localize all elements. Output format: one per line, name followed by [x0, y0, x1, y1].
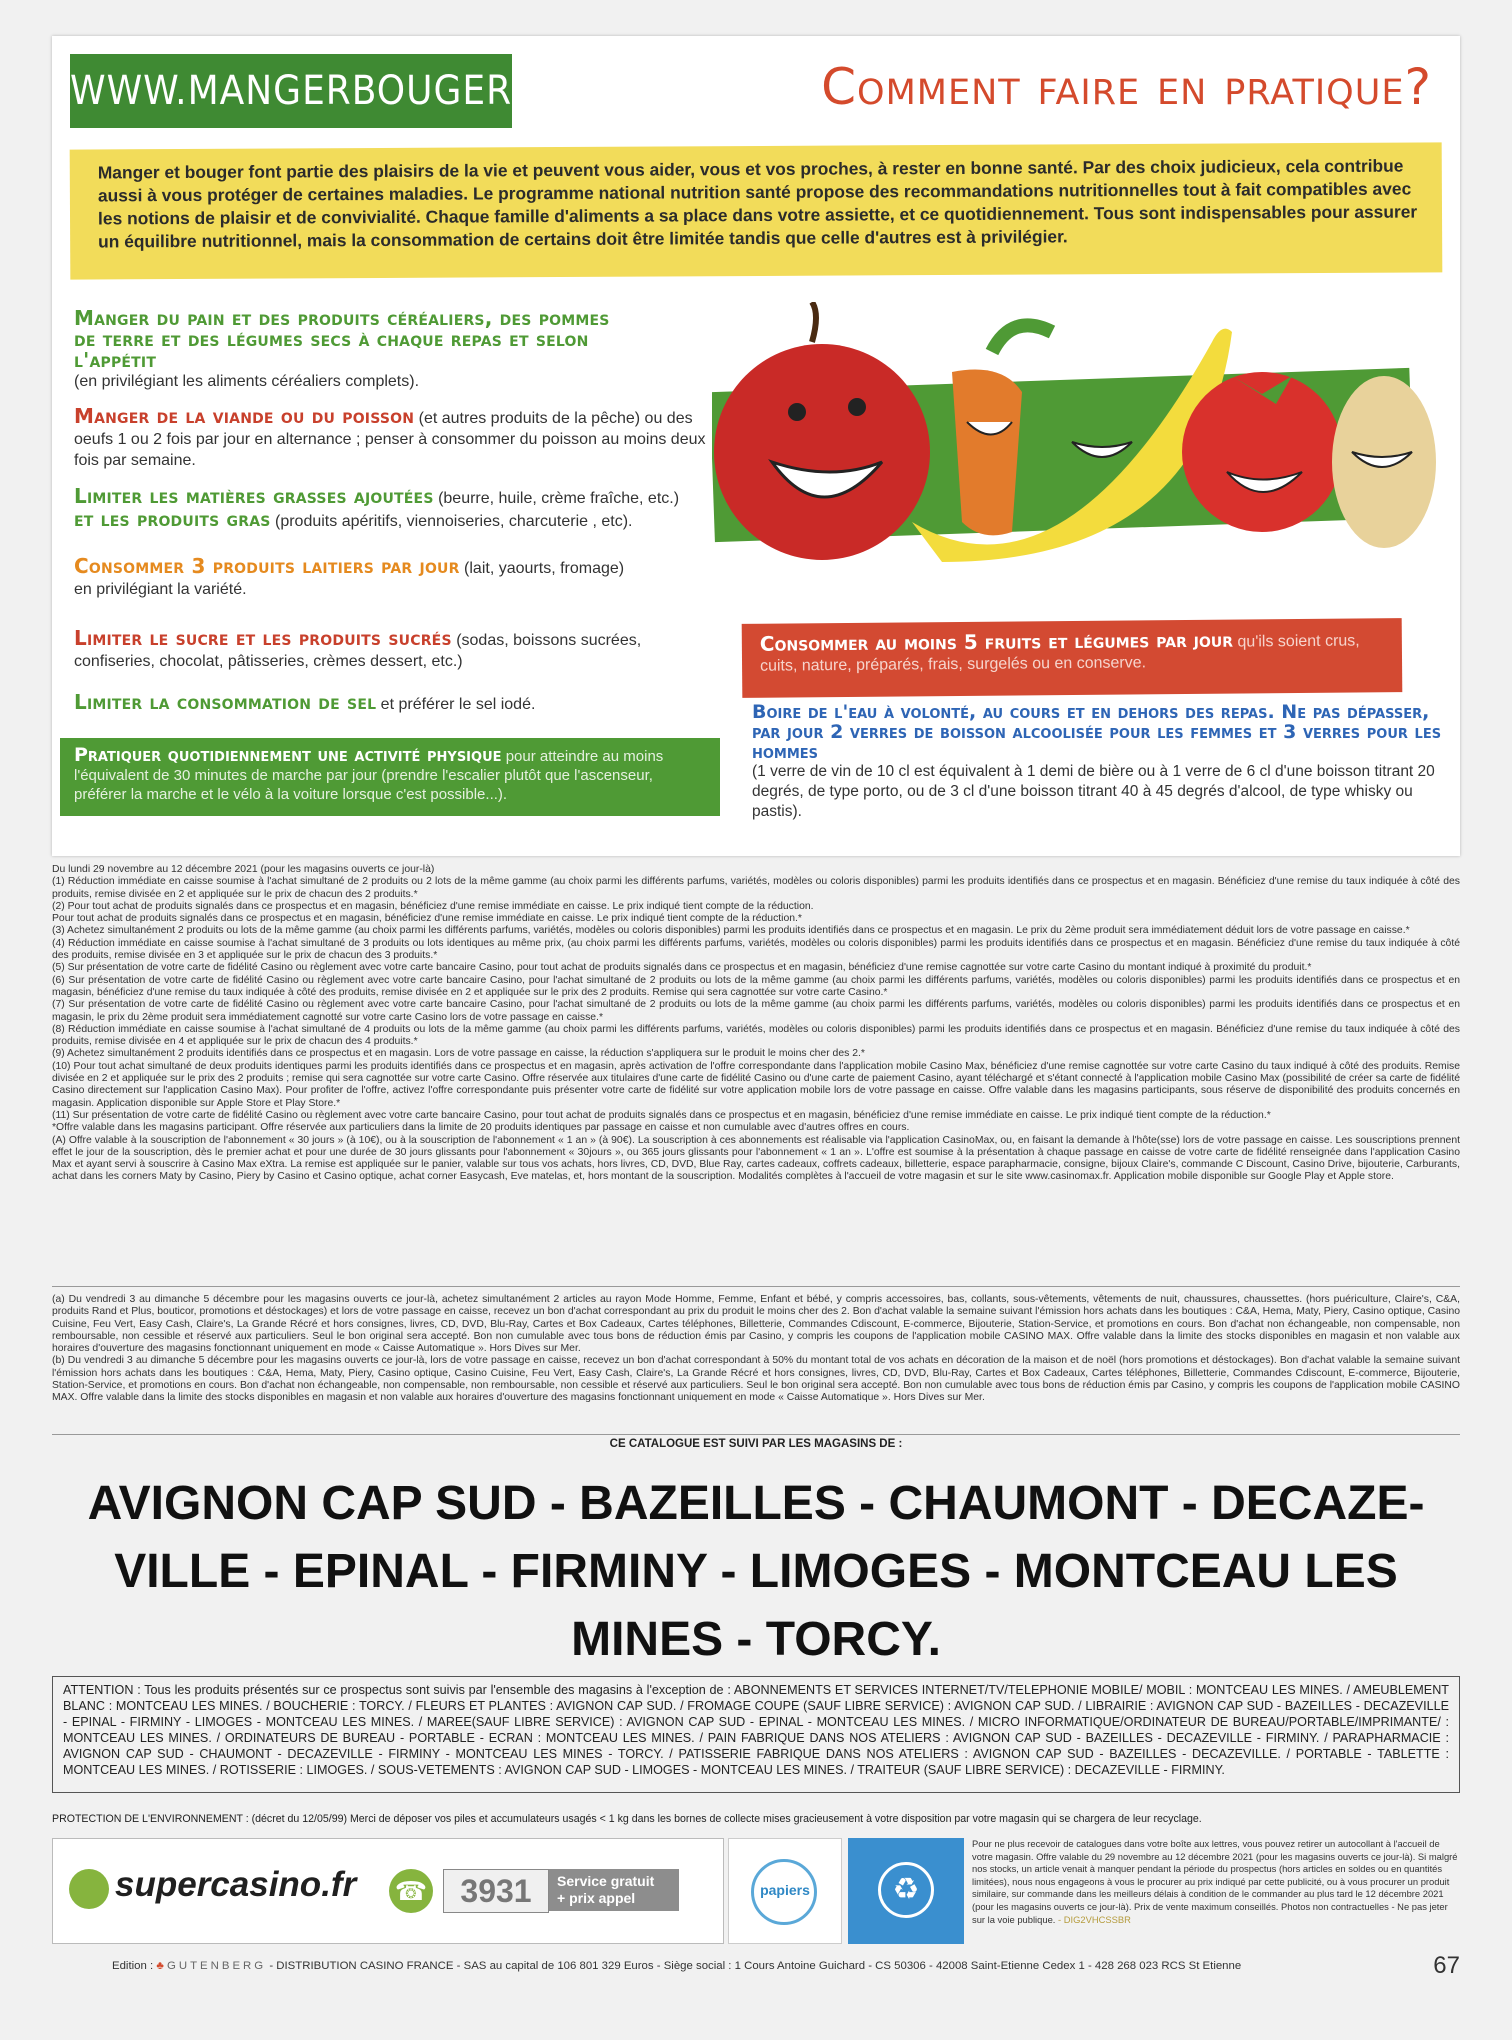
legal-line: (1) Réduction immédiate en caisse soumise à l'achat simultané de 2 produits ou 2 lots de la même gamme (au choix parmi les différents parfums, variétés, modèles ou coloris disponibles) parmi les produits identifiés dans ce prospectus et en magasin. Bénéficiez d'une remise du taux indiquée à côté des produits, remise divisée en 2 et appliquée sur le prix de chacun des 2 produits.*	[52, 876, 1460, 900]
rec-meat	[74, 406, 714, 471]
footer	[112, 1960, 1241, 1972]
rec-body: et préférer le sel iodé.	[380, 696, 536, 713]
tomato	[1182, 372, 1342, 532]
legal-line: (7) Sur présentation de votre carte de fidélité Casino ou règlement avec votre carte bancaire Casino, pour l'achat simultané de 2 produits ou lots de la même gamme (au choix parmi les différents parfums, variétés, modèles ou coloris disponibles) parmi les produits identifiés dans ce prospectus et en magasin, le prix du 2ème produit sera immédiatement cagnotté sur votre carte Casino lors de votre passage en caisse.*	[52, 999, 1460, 1023]
divider	[52, 1286, 1460, 1287]
legal-line: (2) Pour tout achat de produits signalés dans ce prospectus et en magasin, bénéficiez d'une remise immédiate en caisse. Le prix indiqué tient compte de la réduction.	[52, 900, 814, 912]
legal-line: (6) Sur présentation de votre carte de fidélité Casino ou règlement avec votre carte bancaire Casino, pour l'achat simultané de 2 produits ou lots de la même gamme (au choix parmi les différents parfums, variétés, modèles ou coloris disponibles) parmi les produits identifiés dans ce prospectus et en magasin, bénéficiez d'une remise du taux indiquée à côté des produits, remise divisée en 2 et appliquée sur le prix des 2 produits. Remise qui sera cagnottée sur votre carte Casino.*	[52, 974, 1460, 998]
fruits-banner	[742, 618, 1403, 698]
divider	[52, 1434, 1460, 1435]
rec-fats	[74, 486, 714, 532]
nutrition-panel	[52, 36, 1460, 856]
legal-line: (11) Sur présentation de votre carte de fidélité Casino ou règlement avec votre carte bancaire Casino, pour tout achat de produits signalés dans ce prospectus et en magasin, bénéficiez d'une remise immédiate en caisse. Le prix indiqué tient compte de la réduction.*	[52, 1109, 1271, 1121]
legal-notes-offers	[52, 864, 1460, 1184]
phone-service-tag	[549, 1869, 679, 1911]
carrot	[952, 370, 1022, 536]
rec-dairy	[74, 556, 634, 600]
legal-line: (a) Du vendredi 3 au dimanche 5 décembre pour les magasins ouverts ce jour-là, achetez simultanément 2 articles au rayon Mode Homme, Femme, Enfant et bébé, y compris accessoires, bas, collants, sous-vêtements, vêtements de nuit, chaussures, chaussettes. (hors puériculture, Claire's, C&A, produits Rand et Plus, bouticor, promotions et déstockages) et lors de votre passage en caisse, recevez un bon d'achat correspondant au prix du produit le moins cher des 2. Bon d'achat valable la semaine suivant l'émission hors achats dans les boutiques : C&A, Hema, Maty, Piery, Casino optique, Casino Cuisine, Feu Vert, Easy Cash, Claire's, La Grande Récré et hors consignes, livres, CD, DVD, Blu-Ray, Cartes et Box Cadeaux, Cartes téléphones, Billetterie, Commandes Cdiscount, E-commerce, Bijouterie, Station-Service, et promotions en cours. Bon d'achat non échangeable, non compensable, non remboursable, non cessible et réservé aux particuliers. Seul le bon original sera accepté. Bon non cumulable avec tous bons de réduction émis par Casino, y compris les coupons de l'application mobile CASINO MAX. Offre valable dans la limite des stocks disponibles en magasin et non valable aux horaires d'ouverture des magasins fonctionnant uniquement en mode « Caisse Automatique ». Hors Dives sur Mer.	[52, 1294, 1460, 1355]
rec-bread	[74, 308, 614, 392]
legal-line: Du lundi 29 novembre au 12 décembre 2021 (pour les magasins ouverts ce jour-là)	[52, 864, 435, 875]
catalogue-note	[972, 1838, 1460, 1926]
rec-body: (lait, yaourts, fromage) en privilégiant la variété.	[74, 560, 625, 598]
legal-line: (10) Pour tout achat simultané de deux produits identiques parmi les produits identifiés dans ce prospectus et en magasin, après activation de l'offre correspondante dans l'application mobile Casino Max, bénéficiez d'une remise cagnottée sur votre carte Casino du taux indiqué à côté des produits. Remise divisée en 2 et appliquée sur le prix des 2 produits ; remise qui sera cagnottée sur votre carte Casino. Offre réservée aux titulaires d'une carte de fidélité Casino ou d'une carte de paiement Casino, ayant téléchargé et s'étant connecté à l'application mobile Casino Max (possibilité de créer sa carte de fidélité Casino directement sur l'application Casino Max). Pour profiter de l'offre, activez l'offre correspondante puis présenter votre carte de fidélité sur votre application mobile lors de votre passage en caisse. Offre valable dans les magasins participants, sous réserve de disponibilité des produits concernés en magasin. Application disponible sur Apple Store et Play Store.*	[52, 1060, 1460, 1109]
page-number: 67	[1433, 1952, 1460, 1979]
apple	[714, 344, 930, 560]
legal-line: *Offre valable dans les magasins participant. Offre réservée aux particuliers dans la limite de 20 produits identiques par passage en caisse et non cumulable avec d'autres offres en cours.	[52, 1122, 910, 1134]
legal-line: (9) Achetez simultanément 2 produits identifiés dans ce prospectus et en magasin. Lors de votre passage en caisse, la réduction s'appliquera sur le produit le moins cher des 2.*	[52, 1048, 865, 1060]
rec-body: (beurre, huile, crème fraîche, etc.)	[438, 490, 680, 507]
environment-notice: PROTECTION DE L'ENVIRONNEMENT : (décret du 12/05/99) Merci de déposer vos piles et accumulateurs usagés < 1 kg dans les bornes de collecte mises gracieusement à votre disposition par votre magasin qui se chargera de leur recyclage.	[52, 1813, 1202, 1825]
footer-edition: Edition :	[112, 1960, 154, 1972]
website-link[interactable]: supercasino.fr	[115, 1865, 357, 1904]
phone-number[interactable]: 3931	[443, 1869, 549, 1913]
water-advice	[752, 702, 1442, 822]
rec-body-2: (produits apéritifs, viennoiseries, charcuterie , etc).	[275, 513, 633, 530]
rec-sugar	[74, 628, 684, 672]
fruits-heading: Consommer au moins 5 fruits et légumes par jour	[759, 627, 1234, 656]
water-heading: Boire de l'eau à volonté, au cours et en dehors des repas. Ne pas dépasser, par jour 2 verres de boisson alcoolisée pour les femmes et 3 verres pour les hommes	[752, 701, 1442, 763]
papiers-label: papiers	[760, 1882, 810, 1898]
store-list: AVIGNON CAP SUD - BAZEILLES - CHAUMONT - DECAZE-VILLE - EPINAL - FIRMINY - LIMOGES - MONTCEAU LES MINES - TORCY.	[87, 1477, 1425, 1666]
contact-box	[52, 1838, 724, 1944]
activity-heading: Pratiquer quotidiennement une activité physique	[74, 744, 502, 766]
phone-tag-line: + prix appel	[557, 1890, 636, 1906]
intro-text: Manger et bouger font partie des plaisirs de la vie et peuvent vous aider, vous et vos proches, à rester en bonne santé. Par des choix judicieux, cela contribue aussi à vous protéger de certaines maladies. Le programme national nutrition santé propose des recommandations nutritionnelles tout à fait compatibles avec les notions de plaisir et de convivialité. Chaque famille d'aliments a sa place dans votre assiette, et ce quotidiennement. Tous sont indispensables pour assurer un équilibre nutritionnel, mais la consommation de certains doit être limitée tandis que celle d'autres est à privilégier.	[70, 142, 1443, 279]
rec-heading-2: et les produits gras	[74, 507, 271, 531]
rec-body: (sodas, boissons sucrées, confiseries, chocolat, pâtisseries, crèmes dessert, etc.)	[74, 632, 642, 670]
legal-line: (3) Achetez simultanément 2 produits ou lots de la même gamme (au choix parmi les différents parfums, variétés, modèles ou coloris disponibles) parmi les produits identifiés dans ce prospectus et en magasin. Le prix du 2ème produit sera immédiatement déduit lors de votre passage en caisse.*	[52, 925, 1410, 937]
legal-line: (8) Réduction immédiate en caisse soumise à l'achat simultané de 4 produits ou lots de la même gamme (au choix parmi les différents parfums, variétés, modèles ou coloris disponibles) parmi les produits identifiés dans ce prospectus et en magasin. Bénéficiez d'une remise du taux indiquée à côté des produits, remise divisée en 4 et appliquée sur le prix de chacun des 4 produits.*	[52, 1023, 1460, 1048]
rec-heading: Limiter le sucre et les produits sucrés	[74, 626, 452, 650]
url-banner[interactable]: WWW.MANGERBOUGER.FR	[70, 54, 512, 128]
recycle-icon: ♻	[878, 1862, 934, 1918]
recycle-logo	[848, 1838, 964, 1944]
rec-body: (et autres produits de la pêche) ou des oeufs 1 ou 2 fois par jour en alternance ; penser à consommer du poisson au moins deux fois par semaine.	[74, 410, 706, 469]
howto-title: Comment faire en pratique?	[821, 58, 1432, 116]
rec-heading: Manger du pain et des produits céréaliers, des pommes de terre et des légumes secs à chaque repas et selon l'appétit	[74, 306, 610, 372]
note-text: Pour ne plus recevoir de catalogues dans votre boîte aux lettres, vous pouvez retirer un autocollant à l'accueil de votre magasin. Offre valable du 29 novembre au 12 décembre 2021 (pour les magasins ouverts ce jour-là). Si malgré nos stocks, un article venait à manquer pendant la période du prospectus (hors articles en soldes ou en quantités limitées), nous nous engageons à vous le procurer au prix indiqué par cette publicité, ou à vous procurer un produit similaire, sur commande dans les meilleurs délais à condition de le commander au plus tard le 12 décembre 2021 (pour les magasins ouverts ce jour-là). Prix de vente maximum conseillés. Photos non contractuelles - Ne pas jeter sur la voie publique.	[972, 1838, 1458, 1925]
phone-tag-line: Service gratuit	[557, 1873, 655, 1889]
legal-line: (4) Réduction immédiate en caisse soumise à l'achat simultané de 3 produits ou lots identiques au même prix, (au choix parmi les différents parfums, variétés, modèles ou coloris disponibles) parmi les produits identifiés dans ce prospectus et en magasin. Bénéficiez d'une remise du taux indiquée à côté des produits, remise divisée en 3 et appliquée sur le prix de chacun des 3 produits.*	[52, 937, 1460, 962]
rec-heading: Limiter les matières grasses ajoutées	[74, 484, 434, 508]
rec-heading: Manger de la viande ou du poisson	[74, 404, 415, 428]
legal-line: Pour tout achat de produits signalés dans ce prospectus et en magasin, bénéficiez d'une remise immédiate en caisse. Le prix indiqué tient compte de la réduction.*	[52, 913, 802, 925]
rec-body: (en privilégiant les aliments céréaliers complets).	[74, 373, 420, 390]
note-code: - DIG2VHCSSBR	[1058, 1913, 1131, 1925]
follows-heading: CE CATALOGUE EST SUIVI PAR LES MAGASINS DE :	[609, 1438, 903, 1450]
phone-icon: ☎	[389, 1869, 433, 1913]
gutenberg-icon: ♣	[156, 1960, 164, 1972]
rec-heading: Limiter la consommation de sel	[74, 690, 377, 714]
activity-banner	[60, 738, 720, 816]
papiers-logo	[728, 1838, 842, 1944]
legal-notes-promotions	[52, 1294, 1460, 1405]
water-body: (1 verre de vin de 10 cl est équivalent à 1 demi de bière ou à 1 verre de 6 cl d'une boisson titrant 20 degrés, de type porto, ou de 3 cl d'une boisson titrant 40 à 45 degrés d'alcool, de type whisky ou pastis).	[752, 763, 1435, 820]
casino-logo	[69, 1869, 109, 1909]
activity-body: pour atteindre au moins l'équivalent de 30 minutes de marche par jour (prendre l'escalier plutôt que l'ascenseur, préférer la marche et le vélo à la voiture lorsque c'est possible...).	[74, 748, 664, 803]
footer-printer: GUTENBERG	[167, 1960, 267, 1972]
footer-text: - DISTRIBUTION CASINO FRANCE - SAS au capital de 106 801 329 Euros - Siège social : 1 Cours Antoine Guichard - CS 50306 - 42008 Saint-Etienne Cedex 1 - 428 268 023 RCS St Etienne	[269, 1960, 1242, 1972]
legal-line: (A) Offre valable à la souscription de l'abonnement « 30 jours » (à 10€), ou à la souscription de l'abonnement « 1 an » (à 90€). La souscription à ces abonnements est réalisable via l'application CasinoMax, ou, en faisant la demande à l'hôte(sse) lors de votre passage en caisse. Les souscriptions prennent effet le jour de la souscription, dès le premier achat et pour une durée de 30 jours glissants pour l'abonnement « 30jours », ou 365 jours glissants pour l'abonnement « 1 an ». L'offre est soumise à la présentation à chaque passage en caisse de votre carte de fidélité renseignée dans l'application Casino Max et ayant servi à souscrire à Casino Max eXtra. La remise est appliquée sur le panier, valable sur tous vos achats, hors livres, CD, DVD, Blue Ray, cartes cadeaux, coffrets cadeaux, billetterie, espace parapharmacie, consigne, bijoux Claire's, commande C Discount, Casino Drive, bijouterie, Carburants, achat dans les corners Maty by Casino, Piery by Casino et Casino optique, achat corner Easycash, Eve matelas, et, hors montant de la souscription. Modalités complètes à l'accueil de votre magasin et sur le site www.casinomax.fr. Application mobile disponible sur Google Play et Apple store.	[52, 1134, 1460, 1183]
fruit-characters-illustration	[712, 302, 1444, 620]
attention-box: ATTENTION : Tous les produits présentés sur ce prospectus sont suivis par l'ensemble des magasins à l'exception de : ABONNEMENTS ET SERVICES INTERNET/TV/TELEPHONIE MOBILE/ MOBIL : MONTCEAU LES MINES. / AMEUBLEMENT BLANC : MONTCEAU LES MINES. / BOUCHERIE : TORCY. / FLEURS ET PLANTES : AVIGNON CAP SUD. / FROMAGE COUPE (SAUF LIBRE SERVICE) : AVIGNON CAP SUD. / LIBRAIRIE : AVIGNON CAP SUD - BAZEILLES - DECAZEVILLE - EPINAL - FIRMINY - LIMOGES - MONTCEAU LES MINES. / MAREE(SAUF LIBRE SERVICE) : AVIGNON CAP SUD - EPINAL - MONTCEAU LES MINES. / MICRO INFORMATIQUE/ORDINATEUR DE BUREAU/PORTABLE/IMPRIMANTE/ : MONTCEAU LES MINES. / ORDINATEURS DE BUREAU - PORTABLE - ECRAN : MONTCEAU LES MINES. / PAIN FABRIQUE DANS NOS ATELIERS : AVIGNON CAP SUD - BAZEILLES - DECAZEVILLE - FIRMINY. / PARAPHARMACIE : AVIGNON CAP SUD - CHAUMONT - DECAZEVILLE - FIRMINY - MONTCEAU LES MINES - TORCY. / PATISSERIE FABRIQUE DANS NOS ATELIERS : AVIGNON CAP SUD - BAZEILLES - DECAZEVILLE. / PORTABLE - TABLETTE : MONTCEAU LES MINES. / ROTISSERIE : LIMOGES. / SOUS-VETEMENTS : AVIGNON CAP SUD - LIMOGES - MONTCEAU LES MINES. / TRAITEUR (SAUF LIBRE SERVICE) : DECAZEVILLE - FIRMINY.	[52, 1676, 1460, 1793]
fruits-body: qu'ils soient crus, cuits, nature, préparés, frais, surgelés ou en conserve.	[759, 632, 1360, 675]
legal-line: (5) Sur présentation de votre carte de fidélité Casino ou règlement avec votre carte bancaire Casino, pour tout achat de produits signalés dans ce prospectus et en magasin, bénéficiez d'une remise cagnottée sur votre carte Casino du montant indiqué à proximité du produit.*	[52, 962, 1312, 974]
legal-line: (b) Du vendredi 3 au dimanche 5 décembre pour les magasins ouverts ce jour-là, lors de votre passage en caisse, recevez un bon d'achat correspondant à 50% du montant total de vos achats en décoration de la maison et de noël (hors promotions et déstockages). Bon d'achat valable la semaine suivant l'émission hors achats dans les boutiques : C&A, Hema, Maty, Piery, Casino optique, Casino Cuisine, Feu Vert, Easy Cash, Claire's, La Grande Récré et hors consignes, livres, CD, DVD, Blu-Ray, Cartes et Box Cadeaux, Cartes téléphones, Billetterie, Commandes Cdiscount, E-commerce, Bijouterie, Station-Service, et promotions en cours. Bon d'achat non échangeable, non compensable, non remboursable, non cessible et réservé aux particuliers. Seul le bon original sera accepté. Bon non cumulable avec tous bons de réduction émis par Casino, y compris les coupons de l'application mobile CASINO MAX. Offre valable dans la limite des stocks disponibles en magasin et non valable aux horaires d'ouverture des magasins fonctionnant uniquement en mode « Caisse Automatique ». Hors Dives sur Mer.	[52, 1355, 1460, 1404]
rec-heading: Consommer 3 produits laitiers par jour	[74, 554, 460, 578]
rec-salt	[74, 692, 694, 715]
